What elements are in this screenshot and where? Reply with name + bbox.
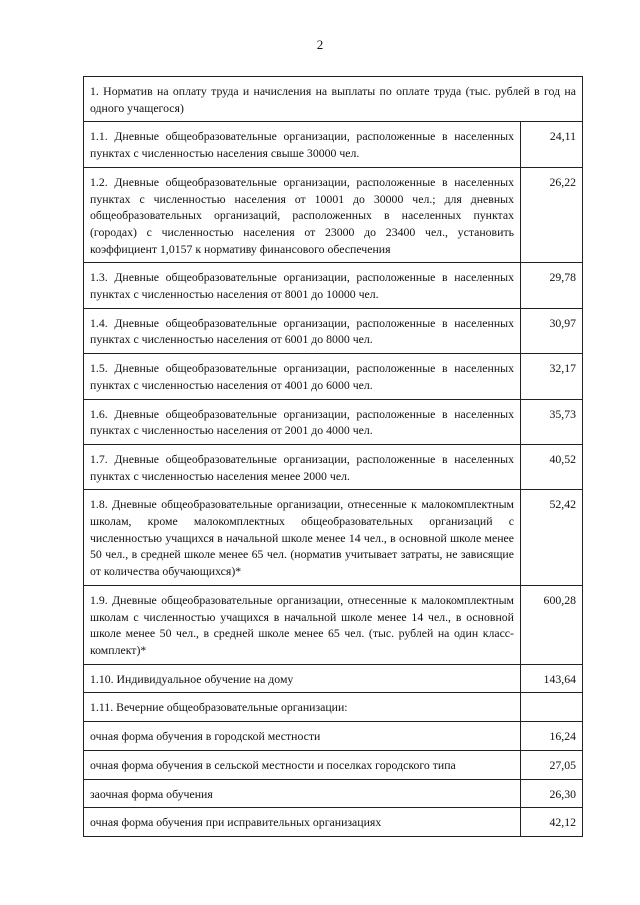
row-description: очная форма обучения при исправительных организациях xyxy=(84,808,521,837)
row-value: 26,30 xyxy=(520,779,582,808)
table-row xyxy=(84,779,583,808)
table-row xyxy=(84,722,583,751)
row-value: 27,05 xyxy=(520,750,582,779)
row-description: 1.2. Дневные общеобразовательные организации, расположенные в населенных пунктах с численностью населения от 10001 до 30000 чел.; для дневных общеобразовательных организаций, расположенных в населенных пунктах (городах) с численностью населения от 23000 до 23400 чел., установить коэффициент 1,0157 к нормативу финансового обеспечения xyxy=(84,167,521,263)
table-row xyxy=(84,693,583,722)
row-value: 24,11 xyxy=(520,122,582,167)
table-row xyxy=(84,664,583,693)
row-description: 1.9. Дневные общеобразовательные организации, отнесенные к малокомплектным школам с численностью учащихся в начальной школе менее 14 чел., в основной школе менее 50 чел., в средней школе менее 65 чел. (тыс. рублей на один класс-комплект)* xyxy=(84,585,521,664)
table-row xyxy=(84,167,583,263)
row-value: 52,42 xyxy=(520,490,582,586)
row-value xyxy=(520,693,582,722)
table-row xyxy=(84,263,583,308)
row-description: 1.10. Индивидуальное обучение на дому xyxy=(84,664,521,693)
row-description: очная форма обучения в городской местности xyxy=(84,722,521,751)
row-description: 1.4. Дневные общеобразовательные организации, расположенные в населенных пунктах с численностью населения от 6001 до 8000 чел. xyxy=(84,308,521,353)
row-description: 1.7. Дневные общеобразовательные организации, расположенные в населенных пунктах с численностью населения менее 2000 чел. xyxy=(84,444,521,489)
row-description: очная форма обучения в сельской местности и поселках городского типа xyxy=(84,750,521,779)
norms-table xyxy=(83,76,583,837)
row-value: 32,17 xyxy=(520,354,582,399)
table-row xyxy=(84,308,583,353)
row-description: заочная форма обучения xyxy=(84,779,521,808)
table-row xyxy=(84,585,583,664)
table-row xyxy=(84,808,583,837)
row-value: 600,28 xyxy=(520,585,582,664)
row-description: 1.11. Вечерние общеобразовательные организации: xyxy=(84,693,521,722)
table-row xyxy=(84,354,583,399)
row-value: 35,73 xyxy=(520,399,582,444)
table-row xyxy=(84,490,583,586)
row-description: 1.6. Дневные общеобразовательные организации, расположенные в населенных пунктах с численностью населения от 2001 до 4000 чел. xyxy=(84,399,521,444)
row-description: 1.5. Дневные общеобразовательные организации, расположенные в населенных пунктах с численностью населения от 4001 до 6000 чел. xyxy=(84,354,521,399)
row-description: 1.8. Дневные общеобразовательные организации, отнесенные к малокомплектным школам, кроме малокомплектных общеобразовательных организаций с численностью учащихся в начальной школе менее 14 чел., в основной школе менее 50 чел., в средней школе менее 65 чел. (норматив учитывает затраты, не зависящие от количества обучающихся)* xyxy=(84,490,521,586)
table-row xyxy=(84,444,583,489)
row-value: 30,97 xyxy=(520,308,582,353)
table-header-row xyxy=(84,77,583,122)
row-description: 1.3. Дневные общеобразовательные организации, расположенные в населенных пунктах с численностью населения от 8001 до 10000 чел. xyxy=(84,263,521,308)
row-value: 29,78 xyxy=(520,263,582,308)
row-value: 16,24 xyxy=(520,722,582,751)
row-description: 1.1. Дневные общеобразовательные организации, расположенные в населенных пунктах с численностью населения свыше 30000 чел. xyxy=(84,122,521,167)
page-number: 2 xyxy=(316,37,324,52)
header-cell: 1. Норматив на оплату труда и начисления на выплаты по оплате труда (тыс. рублей в год на одного учащегося) xyxy=(84,77,583,122)
row-value: 26,22 xyxy=(520,167,582,263)
table-row xyxy=(84,750,583,779)
table-row xyxy=(84,122,583,167)
table-row xyxy=(84,399,583,444)
row-value: 143,64 xyxy=(520,664,582,693)
row-value: 40,52 xyxy=(520,444,582,489)
row-value: 42,12 xyxy=(520,808,582,837)
